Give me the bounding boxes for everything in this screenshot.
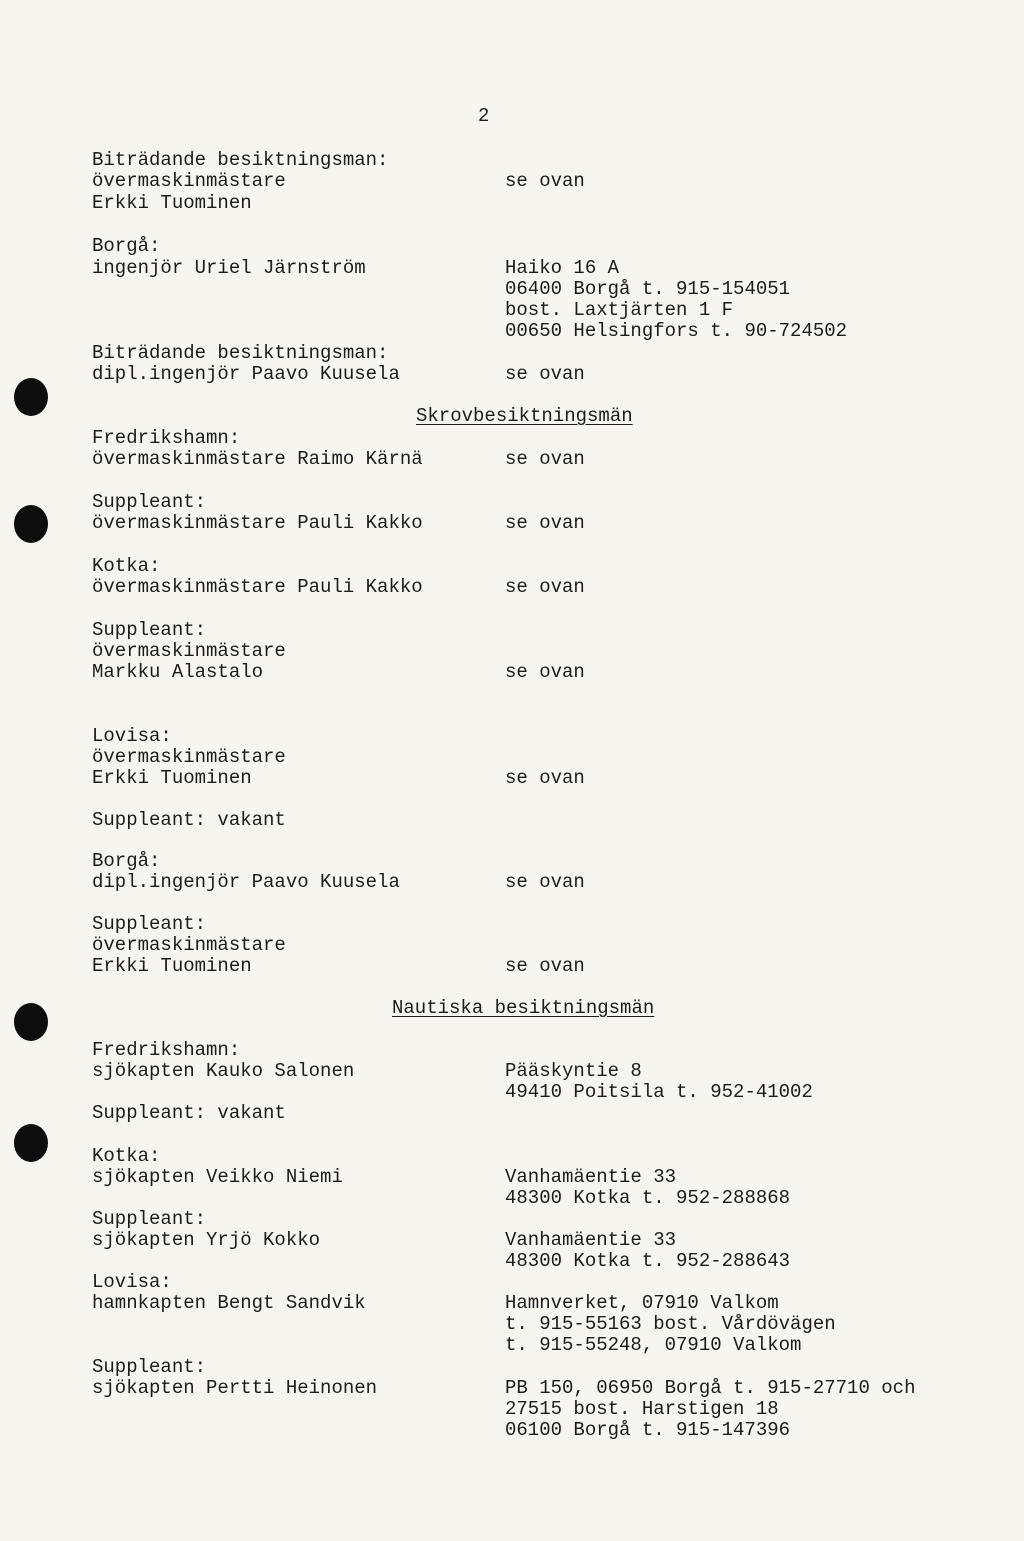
- address-line: 00650 Helsingfors t. 90-724502: [505, 320, 848, 342]
- text-line: hamnkapten Bengt Sandvik: [92, 1292, 366, 1314]
- text-line: Kotka:: [92, 1145, 161, 1167]
- text-line: Suppleant:: [92, 1356, 207, 1378]
- text-line: dipl.ingenjör Paavo Kuusela: [92, 363, 400, 385]
- text-line: övermaskinmästare: [92, 934, 286, 956]
- text-line: dipl.ingenjör Paavo Kuusela: [92, 871, 400, 893]
- text-line: sjökapten Veikko Niemi: [92, 1166, 343, 1188]
- text-line: Suppleant:: [92, 1208, 207, 1230]
- text-line: sjökapten Kauko Salonen: [92, 1060, 355, 1082]
- address-line: se ovan: [505, 576, 585, 598]
- text-line: Erkki Tuominen: [92, 192, 252, 214]
- address-line: Haiko 16 A: [505, 257, 620, 279]
- address-line: Hamnverket, 07910 Valkom: [505, 1292, 779, 1314]
- text-line: övermaskinmästare: [92, 170, 286, 192]
- address-line: Vanhamäentie 33: [505, 1229, 677, 1251]
- address-line: Pääskyntie 8: [505, 1060, 642, 1082]
- text-line: Fredrikshamn:: [92, 427, 241, 449]
- text-line: Erkki Tuominen: [92, 955, 252, 977]
- text-line: sjökapten Pertti Heinonen: [92, 1377, 378, 1399]
- text-line: ingenjör Uriel Järnström: [92, 257, 366, 279]
- address-line: 06400 Borgå t. 915-154051: [505, 278, 791, 300]
- address-line: 48300 Kotka t. 952-288643: [505, 1250, 791, 1272]
- address-line: se ovan: [505, 955, 585, 977]
- page-number: 2: [478, 105, 490, 127]
- text-line: Biträdande besiktningsman:: [92, 342, 389, 364]
- text-line: Kotka:: [92, 555, 161, 577]
- text-line: Suppleant: vakant: [92, 1102, 286, 1124]
- address-line: 06100 Borgå t. 915-147396: [505, 1419, 791, 1441]
- punch-hole: [14, 378, 48, 416]
- text-line: Borgå:: [92, 235, 161, 257]
- punch-hole: [14, 1003, 48, 1041]
- punch-hole: [14, 505, 48, 543]
- text-line: Lovisa:: [92, 725, 172, 747]
- address-line: se ovan: [505, 512, 585, 534]
- text-line: Suppleant: vakant: [92, 809, 286, 831]
- text-line: Biträdande besiktningsman:: [92, 149, 389, 171]
- address-line: bost. Laxtjärten 1 F: [505, 299, 734, 321]
- text-line: Fredrikshamn:: [92, 1039, 241, 1061]
- text-line: övermaskinmästare Pauli Kakko: [92, 512, 423, 534]
- address-line: se ovan: [505, 448, 585, 470]
- text-line: övermaskinmästare Raimo Kärnä: [92, 448, 423, 470]
- address-line: 27515 bost. Harstigen 18: [505, 1398, 779, 1420]
- text-line: sjökapten Yrjö Kokko: [92, 1229, 321, 1251]
- address-line: se ovan: [505, 767, 585, 789]
- address-line: se ovan: [505, 871, 585, 893]
- text-line: Erkki Tuominen: [92, 767, 252, 789]
- text-line: Suppleant:: [92, 491, 207, 513]
- text-line: Lovisa:: [92, 1271, 172, 1293]
- text-line: övermaskinmästare: [92, 640, 286, 662]
- address-line: t. 915-55248, 07910 Valkom: [505, 1334, 802, 1356]
- punch-hole: [14, 1124, 48, 1162]
- text-line: Markku Alastalo: [92, 661, 264, 683]
- address-line: se ovan: [505, 661, 585, 683]
- section-heading-skrov: Skrovbesiktningsmän: [416, 405, 633, 427]
- text-line: övermaskinmästare Pauli Kakko: [92, 576, 423, 598]
- address-line: 49410 Poitsila t. 952-41002: [505, 1081, 813, 1103]
- address-line: Vanhamäentie 33: [505, 1166, 677, 1188]
- text-line: Suppleant:: [92, 619, 207, 641]
- address-line: se ovan: [505, 363, 585, 385]
- address-line: t. 915-55163 bost. Vårdövägen: [505, 1313, 836, 1335]
- address-line: 48300 Kotka t. 952-288868: [505, 1187, 791, 1209]
- text-line: övermaskinmästare: [92, 746, 286, 768]
- address-line: se ovan: [505, 170, 585, 192]
- text-line: Borgå:: [92, 850, 161, 872]
- address-line: PB 150, 06950 Borgå t. 915-27710 och: [505, 1377, 916, 1399]
- section-heading-nautiska: Nautiska besiktningsmän: [392, 997, 655, 1019]
- text-line: Suppleant:: [92, 913, 207, 935]
